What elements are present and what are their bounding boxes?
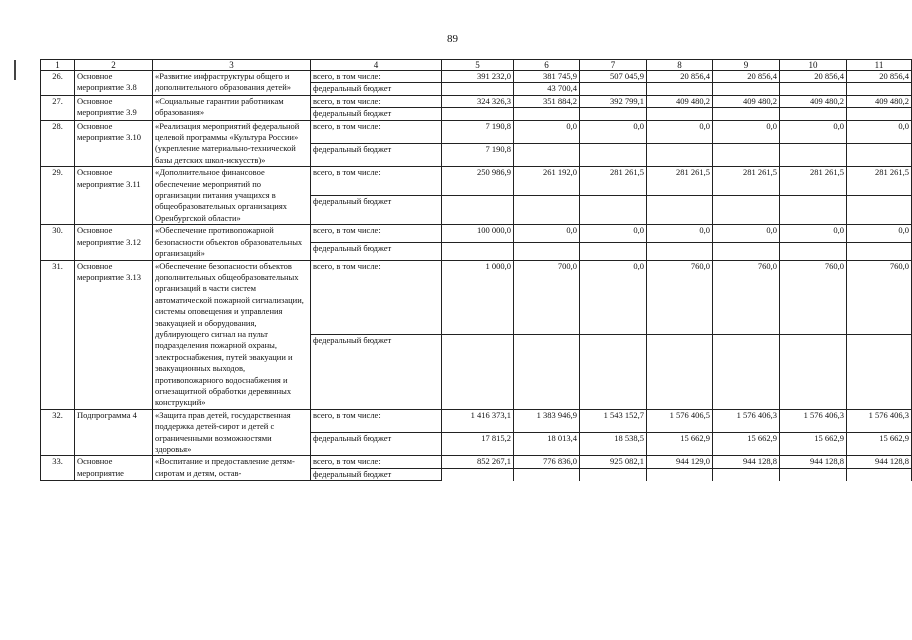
row-number-cell: 31.	[41, 260, 75, 409]
total-value-cell: 281 261,5	[647, 167, 713, 196]
header-cell: 4	[311, 60, 442, 71]
federal-value-cell	[647, 108, 713, 120]
federal-budget-label-cell: федеральный бюджет	[311, 143, 442, 166]
budget-table	[40, 59, 912, 481]
total-value-cell: 0,0	[713, 225, 780, 243]
row-number-cell: 33.	[41, 456, 75, 481]
total-value-cell: 944 128,8	[713, 456, 780, 468]
federal-value-cell: 18 538,5	[580, 433, 647, 456]
header-cell: 8	[647, 60, 713, 71]
activity-name-cell: «Обеспечение противопожарной безопасности объектов образовательных организаций»	[153, 225, 311, 260]
total-value-cell: 925 082,1	[580, 456, 647, 468]
federal-value-cell	[442, 242, 514, 260]
federal-value-cell	[442, 83, 514, 95]
table-row	[41, 95, 912, 107]
federal-value-cell	[713, 196, 780, 225]
total-label-cell: всего, в том числе:	[311, 225, 442, 243]
total-value-cell: 409 480,2	[847, 95, 912, 107]
federal-value-cell	[514, 242, 580, 260]
total-value-cell: 1 416 373,1	[442, 409, 514, 432]
federal-value-cell: 43 700,4	[514, 83, 580, 95]
total-value-cell: 1 383 946,9	[514, 409, 580, 432]
total-value-cell: 1 576 406,3	[780, 409, 847, 432]
federal-value-cell	[514, 108, 580, 120]
federal-value-cell	[580, 242, 647, 260]
federal-value-cell	[847, 108, 912, 120]
federal-value-cell	[847, 242, 912, 260]
table-row	[41, 456, 912, 468]
total-value-cell: 281 261,5	[580, 167, 647, 196]
row-number-cell: 29.	[41, 167, 75, 225]
federal-value-cell	[442, 196, 514, 225]
total-value-cell: 776 836,0	[514, 456, 580, 468]
federal-value-cell	[780, 143, 847, 166]
total-value-cell: 391 232,0	[442, 71, 514, 83]
federal-value-cell	[580, 143, 647, 166]
total-value-cell: 1 576 406,5	[647, 409, 713, 432]
federal-value-cell	[713, 468, 780, 480]
activity-type-cell: Подпрограмма 4	[75, 409, 153, 456]
total-value-cell: 281 261,5	[780, 167, 847, 196]
federal-value-cell	[514, 468, 580, 480]
total-value-cell: 261 192,0	[514, 167, 580, 196]
activity-name-cell: «Развитие инфраструктуры общего и дополнительного образования детей»	[153, 71, 311, 96]
activity-type-cell: Основное мероприятие 3.12	[75, 225, 153, 260]
federal-value-cell	[847, 143, 912, 166]
total-value-cell: 0,0	[713, 120, 780, 143]
row-number-cell: 32.	[41, 409, 75, 456]
total-value-cell: 760,0	[780, 260, 847, 335]
total-value-cell: 281 261,5	[713, 167, 780, 196]
federal-value-cell	[647, 196, 713, 225]
federal-budget-label-cell: федеральный бюджет	[311, 108, 442, 120]
total-value-cell: 0,0	[847, 225, 912, 243]
total-value-cell: 281 261,5	[847, 167, 912, 196]
federal-value-cell	[780, 468, 847, 480]
total-value-cell: 944 128,8	[847, 456, 912, 468]
federal-value-cell	[580, 196, 647, 225]
table-body	[41, 60, 912, 481]
activity-type-cell: Основное мероприятие 3.11	[75, 167, 153, 225]
total-value-cell: 944 129,0	[647, 456, 713, 468]
federal-value-cell	[647, 335, 713, 410]
total-value-cell: 7 190,8	[442, 120, 514, 143]
federal-budget-label-cell: федеральный бюджет	[311, 196, 442, 225]
federal-value-cell	[580, 108, 647, 120]
activity-type-cell: Основное мероприятие 3.8	[75, 71, 153, 96]
header-cell: 5	[442, 60, 514, 71]
total-value-cell: 0,0	[780, 120, 847, 143]
header-cell: 2	[75, 60, 153, 71]
total-label-cell: всего, в том числе:	[311, 260, 442, 335]
total-value-cell: 1 543 152,7	[580, 409, 647, 432]
row-number-cell: 28.	[41, 120, 75, 167]
federal-value-cell	[442, 108, 514, 120]
header-cell: 1	[41, 60, 75, 71]
activity-type-cell: Основное мероприятие 3.10	[75, 120, 153, 167]
federal-value-cell	[713, 143, 780, 166]
page-number: 89	[447, 33, 458, 45]
activity-name-cell: «Дополнительное финансовое обеспечение мероприятий по организации питания учащихся в общеобразовательных организациях Оренбургской области»	[153, 167, 311, 225]
federal-budget-label-cell: федеральный бюджет	[311, 433, 442, 456]
federal-value-cell	[647, 242, 713, 260]
activity-name-cell: «Реализация мероприятий федеральной целевой программы «Культура России» (укрепление материально-технической базы детских школ-искусств)»	[153, 120, 311, 167]
total-value-cell: 0,0	[514, 120, 580, 143]
header-cell: 11	[847, 60, 912, 71]
federal-value-cell	[847, 468, 912, 480]
total-value-cell: 1 576 406,3	[847, 409, 912, 432]
federal-value-cell	[580, 468, 647, 480]
binding-mark	[14, 60, 16, 80]
total-value-cell: 1 576 406,3	[713, 409, 780, 432]
federal-value-cell	[713, 335, 780, 410]
total-value-cell: 0,0	[647, 225, 713, 243]
table-row	[41, 71, 912, 83]
federal-value-cell: 15 662,9	[647, 433, 713, 456]
header-cell: 10	[780, 60, 847, 71]
header-row	[41, 60, 912, 71]
header-cell: 9	[713, 60, 780, 71]
federal-value-cell	[713, 242, 780, 260]
total-value-cell: 0,0	[580, 260, 647, 335]
federal-value-cell	[647, 143, 713, 166]
total-value-cell: 20 856,4	[647, 71, 713, 83]
federal-value-cell	[780, 242, 847, 260]
activity-type-cell: Основное мероприятие 3.9	[75, 95, 153, 120]
total-value-cell: 409 480,2	[647, 95, 713, 107]
federal-value-cell	[847, 335, 912, 410]
total-value-cell: 100 000,0	[442, 225, 514, 243]
federal-value-cell	[847, 83, 912, 95]
activity-name-cell: «Защита прав детей, государственная поддержка детей-сирот и детей с ограниченными возможностями здоровья»	[153, 409, 311, 456]
total-value-cell: 0,0	[514, 225, 580, 243]
total-value-cell: 0,0	[780, 225, 847, 243]
federal-value-cell: 17 815,2	[442, 433, 514, 456]
row-number-cell: 27.	[41, 95, 75, 120]
total-value-cell: 409 480,2	[780, 95, 847, 107]
federal-value-cell	[780, 108, 847, 120]
federal-value-cell	[780, 335, 847, 410]
total-label-cell: всего, в том числе:	[311, 456, 442, 468]
total-value-cell: 392 799,1	[580, 95, 647, 107]
table-row	[41, 225, 912, 243]
total-value-cell: 381 745,9	[514, 71, 580, 83]
federal-value-cell	[514, 143, 580, 166]
federal-value-cell: 15 662,9	[780, 433, 847, 456]
total-value-cell: 20 856,4	[713, 71, 780, 83]
table-row	[41, 260, 912, 335]
total-value-cell: 1 000,0	[442, 260, 514, 335]
total-value-cell: 409 480,2	[713, 95, 780, 107]
total-value-cell: 760,0	[847, 260, 912, 335]
table-row	[41, 167, 912, 196]
row-number-cell: 26.	[41, 71, 75, 96]
federal-value-cell	[780, 196, 847, 225]
total-label-cell: всего, в том числе:	[311, 95, 442, 107]
federal-value-cell	[713, 108, 780, 120]
table-row	[41, 120, 912, 143]
header-cell: 3	[153, 60, 311, 71]
total-label-cell: всего, в том числе:	[311, 409, 442, 432]
total-label-cell: всего, в том числе:	[311, 120, 442, 143]
federal-budget-label-cell: федеральный бюджет	[311, 83, 442, 95]
federal-budget-label-cell: федеральный бюджет	[311, 468, 442, 480]
activity-name-cell: «Обеспечение безопасности объектов дополнительных общеобразовательных организаций в части систем автоматической пожарной сигнализации, системы оповещения и управления эвакуацией и оборудования, дублирующего сигнал на пульт подразделения пожарной охраны, электроснабжения, путей эвакуации и эвакуационных выходов, противопожарного водоснабжения и огнезащитной обработки деревянных конструкций»	[153, 260, 311, 409]
activity-name-cell: «Воспитание и предоставление детям-сиротам и детям, остав-	[153, 456, 311, 481]
total-value-cell: 760,0	[713, 260, 780, 335]
total-value-cell: 852 267,1	[442, 456, 514, 468]
total-label-cell: всего, в том числе:	[311, 167, 442, 196]
total-value-cell: 0,0	[580, 120, 647, 143]
total-value-cell: 0,0	[580, 225, 647, 243]
total-value-cell: 700,0	[514, 260, 580, 335]
federal-value-cell	[647, 83, 713, 95]
total-value-cell: 324 326,3	[442, 95, 514, 107]
total-value-cell: 507 045,9	[580, 71, 647, 83]
total-value-cell: 0,0	[647, 120, 713, 143]
activity-type-cell: Основное мероприятие	[75, 456, 153, 481]
federal-budget-label-cell: федеральный бюджет	[311, 335, 442, 410]
federal-value-cell: 15 662,9	[713, 433, 780, 456]
total-value-cell: 250 986,9	[442, 167, 514, 196]
federal-value-cell	[713, 83, 780, 95]
federal-value-cell	[514, 196, 580, 225]
activity-name-cell: «Социальные гарантии работникам образования»	[153, 95, 311, 120]
federal-value-cell	[580, 335, 647, 410]
federal-value-cell	[847, 196, 912, 225]
total-value-cell: 0,0	[847, 120, 912, 143]
total-value-cell: 351 884,2	[514, 95, 580, 107]
row-number-cell: 30.	[41, 225, 75, 260]
federal-value-cell: 18 013,4	[514, 433, 580, 456]
federal-budget-label-cell: федеральный бюджет	[311, 242, 442, 260]
total-value-cell: 20 856,4	[847, 71, 912, 83]
federal-value-cell	[442, 335, 514, 410]
federal-value-cell: 15 662,9	[847, 433, 912, 456]
total-value-cell: 20 856,4	[780, 71, 847, 83]
header-cell: 7	[580, 60, 647, 71]
federal-value-cell	[780, 83, 847, 95]
total-label-cell: всего, в том числе:	[311, 71, 442, 83]
federal-value-cell	[442, 468, 514, 480]
federal-value-cell: 7 190,8	[442, 143, 514, 166]
federal-value-cell	[514, 335, 580, 410]
total-value-cell: 944 128,8	[780, 456, 847, 468]
header-cell: 6	[514, 60, 580, 71]
total-value-cell: 760,0	[647, 260, 713, 335]
federal-value-cell	[647, 468, 713, 480]
activity-type-cell: Основное мероприятие 3.13	[75, 260, 153, 409]
federal-value-cell	[580, 83, 647, 95]
table-row	[41, 409, 912, 432]
